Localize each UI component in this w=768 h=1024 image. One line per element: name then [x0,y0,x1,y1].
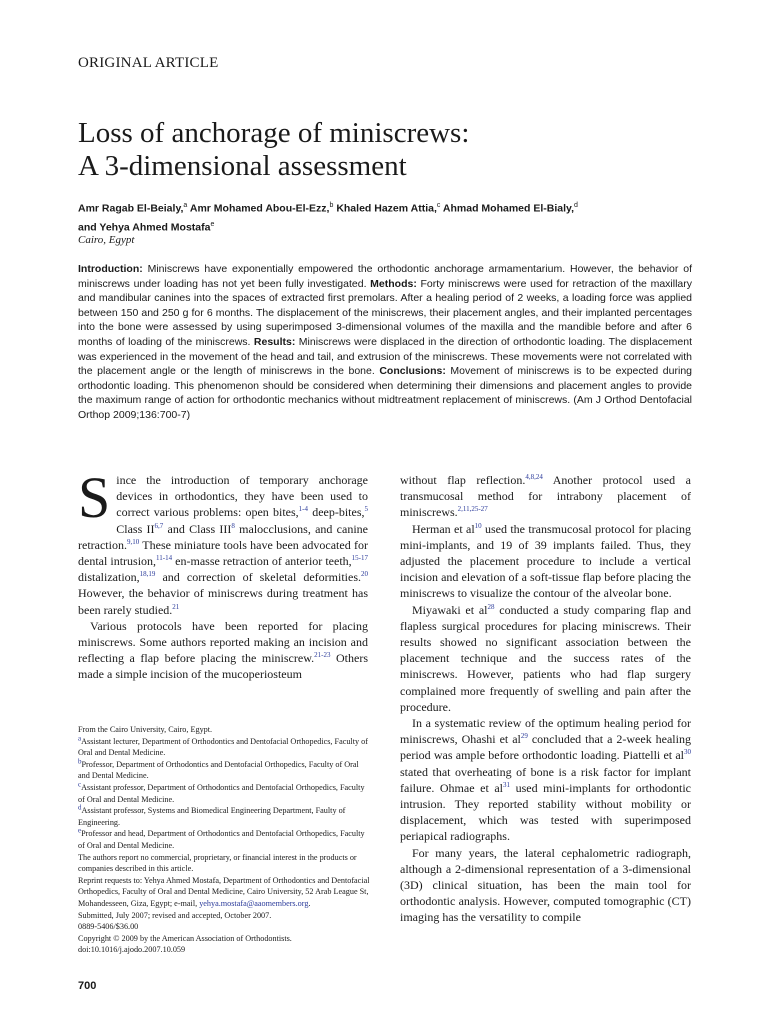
body-text: ince the introduction of temporary anchorage devices in orthodontics, they have been used to correct various problems: open bites, [116,473,368,520]
body-text: Miyawaki et al [412,602,488,617]
body-text: malocclusions, and canine retraction. [78,521,368,552]
body-text: and Class III [163,521,232,536]
abstract-methods-label: Methods: [370,277,417,290]
drop-cap: S [78,465,111,530]
citation-link[interactable]: 6,7 [154,521,164,530]
body-text: Various protocols have been reported for placing miniscrews. Some authors reported making an incision and reflecting a flap before placing the miniscrew. [78,618,368,666]
abstract [78,262,692,423]
footnote-text: Professor, Department of Orthodontics and Dentofacial Orthopedics, Faculty of Oral and Dental Medicine. [78,759,359,781]
author-location: Cairo, Egypt [78,234,135,246]
author-affil-marker: d [573,202,578,209]
citation-link[interactable]: 21-23 [314,651,331,660]
citation-link[interactable]: 1-4 [298,505,308,514]
body-text: Others made a simple incision of the mucoperiosteum [78,651,368,682]
body-text: However, the behavior of miniscrews during treatment has been rarely studied. [78,586,368,617]
author-name: and Yehya Ahmed Mostafa [78,221,211,233]
citation-link[interactable]: 18,19 [139,570,156,579]
footnote-text: Assistant professor, Department of Orthodontics and Dentofacial Orthopedics, Faculty of Oral and Dental Medicine. [78,782,365,804]
footnote-marker: d [78,803,82,812]
author-name: Amr Ragab El-Beialy, [78,202,184,215]
body-column-right [400,472,691,926]
body-paragraph [400,602,691,715]
author-affil-marker: b [329,202,334,209]
citation-link[interactable]: 11-14 [156,554,173,563]
body-paragraph [400,521,691,602]
body-text: Class II [116,521,155,536]
article-type: ORIGINAL ARTICLE [78,55,219,71]
title-line-2: A 3-dimensional assessment [78,150,407,182]
footnote-text: Professor and head, Department of Orthodontics and Dentofacial Orthopedics, Faculty of Oral and Dental Medicine. [78,829,365,850]
author-affil-marker: e [210,220,215,228]
citation-link[interactable]: 28 [487,602,495,611]
author-affil-marker: c [436,202,441,209]
footnote-marker: a [78,733,82,742]
body-text: conducted a study comparing flap and flapless surgical procedures for placing miniscrews. Their results showed no significant association between the placement technique and the success rates of the miniscrews. However, patients who had flap surgery complained more frequently of swelling and pain after the procedure. [400,602,691,714]
citation-link[interactable]: 4,8,24 [525,473,543,481]
page-number: 700 [78,980,97,992]
abstract-methods-text: Forty miniscrews were used for retraction of the maxillary and mandibular canines into the spaces of extracted first premolars. After a healing period of 2 weeks, a loading force was applied between 150 and 250 g for 6 months. The displacement of the miniscrews, their placement angles, and their implanted percentages into the bone were assessed by using superimposed 3-dimensional volumes of the maxilla and the mandible before and after 6 months of loading of the miniscrews. [78,277,692,348]
article-title [78,117,469,183]
footnote-marker: c [78,780,82,789]
body-text: concluded that a 2-week healing period was ample before orthodontic loading. Piattelli et al [400,732,691,763]
abstract-intro-label: Introduction: [78,263,143,275]
citation-link[interactable]: 8 [231,521,235,530]
citation-link[interactable]: 2,11,25-27 [457,505,488,514]
citation-link[interactable]: 29 [520,732,528,741]
abstract-results-label: Results: [253,335,296,348]
body-text: For many years, the lateral cephalometric radiograph, although a 2-dimensional representation of a 3-dimensional (3D) clinical situation, has been the main tool for orthodontic analysis. However, computed tomographic (CT) imaging has the versatility to compile [400,845,691,925]
body-text: In a systematic review of the optimum healing period for miniscrews, Ohashi et al [400,716,691,747]
body-text: Another protocol used a transmucosal method for intrabony placement of miniscrews. [400,473,691,520]
footnote-interest: The authors report no commercial, proprietary, or financial interest in the products or companies described in this article. [78,852,357,874]
body-paragraph [400,472,691,521]
body-text: en-masse retraction of anterior teeth, [172,554,352,569]
footnote-institution: From the Cairo University, Cairo, Egypt. [78,725,213,734]
footnote-text: Assistant professor, Systems and Biomedical Engineering Department, Faulty of Engineering. [78,806,346,827]
footnote-item [78,733,370,759]
body-column-left [78,465,369,683]
author-list [78,198,698,235]
author-affil-marker: a [183,202,188,209]
citation-link[interactable]: 10 [474,521,482,530]
footnote-item [78,805,370,828]
body-text: used the transmucosal protocol for placing mini-implants, and 19 of 39 implants failed. Thus, they adjusted the placement procedure to include a vertical incision and elevation of a soft-tissue flap before placing the miniscrews to visualize the contour of the alveolar bone. [400,521,691,601]
citation-link[interactable]: 20 [361,570,368,579]
footnote-doi[interactable]: doi:10.1016/j.ajodo.2007.10.059 [78,945,186,955]
footnote-marker: e [78,826,82,835]
footnote-text: Reprint requests to: Yehya Ahmed Mostafa, Department of Orthodontics and Dentofacial Orthopedics, Faculty of Oral and Dental Medicine, Cairo University, 52 Arab League St, Mohandesseen, Giza, Egypt; e-mail, [78,875,370,908]
body-paragraph [78,465,369,618]
title-line-1: Loss of anchorage of miniscrews: [78,117,470,149]
footnote-reprint [78,875,370,910]
citation-link[interactable]: 30 [684,748,691,757]
citation-link[interactable]: 9,10 [126,537,140,546]
abstract-results-text: Miniscrews were displaced in the direction of orthodontic loading. The displacement was experienced in the movement of the head and tail, and extrusion of the miniscrews. These movements were not correlated with the placement angle or the length of miniscrews in the bone. [78,335,693,378]
body-paragraph [400,715,691,845]
abstract-conclusions-text: Movement of miniscrews is to be expected during orthodontic loading. This phenomenon should be considered when determining their dimensions and placement angles to provide the maximum range of action for orthodontic mechanics without midtreatment replacement of miniscrews. (Am J Orthod Dentofacial Orthop 2009;136:700-7) [78,365,692,421]
footnote-item [78,828,370,851]
body-text: distalization, [78,570,140,585]
body-text: deep-bites, [308,505,365,520]
footnote-text: . [308,898,311,908]
author-name: Amr Mohamed Abou-El-Ezz, [189,202,330,215]
citation-link[interactable]: 5 [364,505,369,514]
footnote-submitted: Submitted, July 2007; revised and accepted, October 2007. [78,910,272,920]
citation-link[interactable]: 31 [503,780,511,789]
abstract-intro-text: Miniscrews have exponentially empowered the orthodontic anchorage armamentarium. However, the behavior of miniscrews under loading has not yet been fully investigated. [78,263,692,290]
body-text: used mini-implants for orthodontic intrusion. They reported stability without mobility or displacement, which was tested with superimposed periapical radiographs. [400,780,691,844]
footnote-item [78,782,370,805]
footnote-marker: b [78,757,82,766]
footnote-text: Assistant lecturer, Department of Orthodontics and Dentofacial Orthopedics, Faculty of Oral and Dental Medicine. [78,736,368,758]
author-name: Khaled Hazem Attia, [336,202,437,215]
body-paragraph [78,618,368,683]
body-text: and correction of skeletal deformities. [155,570,361,585]
abstract-conclusions-label: Conclusions: [379,365,446,378]
citation-link[interactable]: 21 [172,602,180,611]
footnote-item [78,759,370,782]
author-name: Ahmad Mohamed El-Bialy, [442,202,574,215]
body-text: without flap reflection. [400,473,526,487]
footnotes [78,724,370,956]
citation-link[interactable]: 15-17 [351,554,368,563]
body-text: These miniature tools have been advocated for dental intrusion, [78,537,368,569]
footnote-copyright: Copyright © 2009 by the American Association of Orthodontists. [78,933,292,943]
body-text: Herman et al [412,521,475,536]
body-paragraph [400,845,691,926]
email-link[interactable]: yehya.mostafa@aaomembers.org [199,898,309,908]
footnote-issn: 0889-5406/$36.00 [78,922,139,932]
body-text: stated that overheating of bone is a risk factor for implant failure. Ohmae et al [400,764,691,795]
